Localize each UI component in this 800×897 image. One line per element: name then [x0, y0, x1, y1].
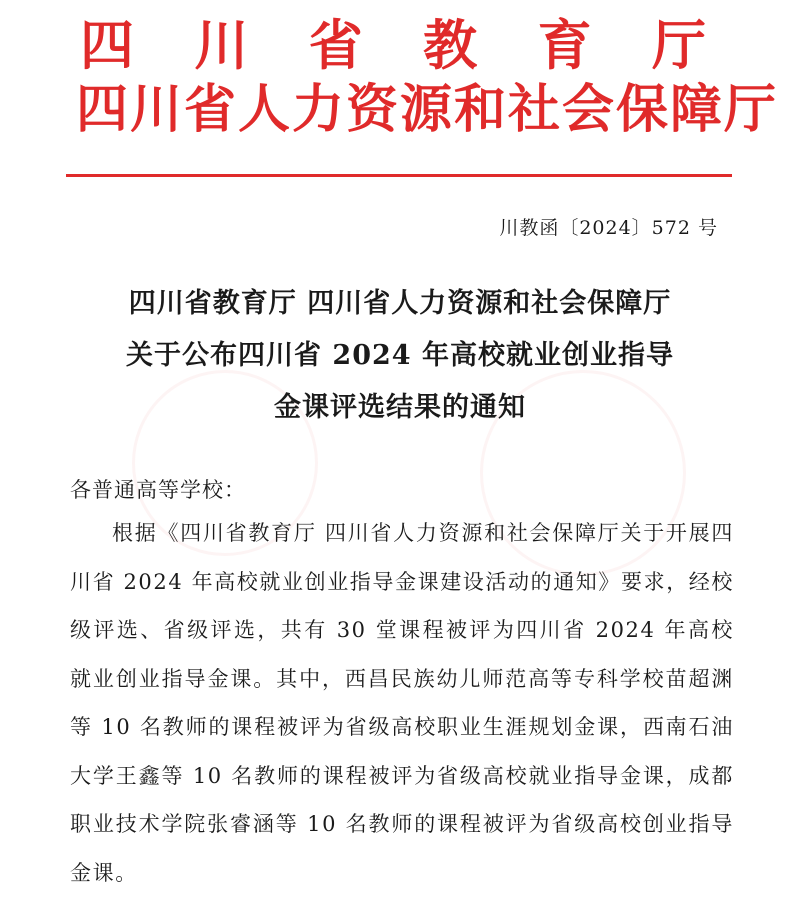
title-line-3: 金课评选结果的通知: [274, 392, 526, 423]
document-number: 川教函〔2024〕572 号: [499, 217, 718, 239]
letterhead-char: 厅: [651, 14, 706, 77]
letterhead-char: 教: [423, 14, 478, 77]
letterhead: [60, 14, 779, 142]
letterhead-char: 川: [194, 14, 249, 77]
letterhead-line-2: 四川省人力资源和社会保障厅: [76, 80, 779, 140]
document-title: [60, 278, 740, 434]
letterhead-char: 育: [537, 14, 592, 77]
letterhead-line-1: [60, 14, 740, 78]
letterhead-char: 四: [80, 14, 134, 77]
letterhead-divider: [66, 174, 732, 177]
body-paragraph: 根据《四川省教育厅 四川省人力资源和社会保障厅关于开展四川省 2024 年高校就业创业指导金课建设活动的通知》要求，经校级评选、省级评选，共有 30 堂课程被评为四川省 2024 年高校就业创业指导金课。其中，西昌民族幼儿师范高等专科学校苗超渊等 10 名教师的课程被评为省级高校职业生涯规划金课，西南石油大学王鑫等 10 名教师的课程被评为省级高校就业指导金课，成都职业技术学院张睿涵等 10 名教师的课程被评为省级高校创业指导金课。: [70, 521, 734, 885]
title-line-1: 四川省教育厅 四川省人力资源和社会保障厅: [128, 288, 672, 319]
salutation: 各普通高等学校：: [70, 478, 246, 502]
letterhead-char: 省: [308, 14, 363, 77]
title-line-2: 关于公布四川省 2024 年高校就业创业指导: [126, 340, 674, 371]
